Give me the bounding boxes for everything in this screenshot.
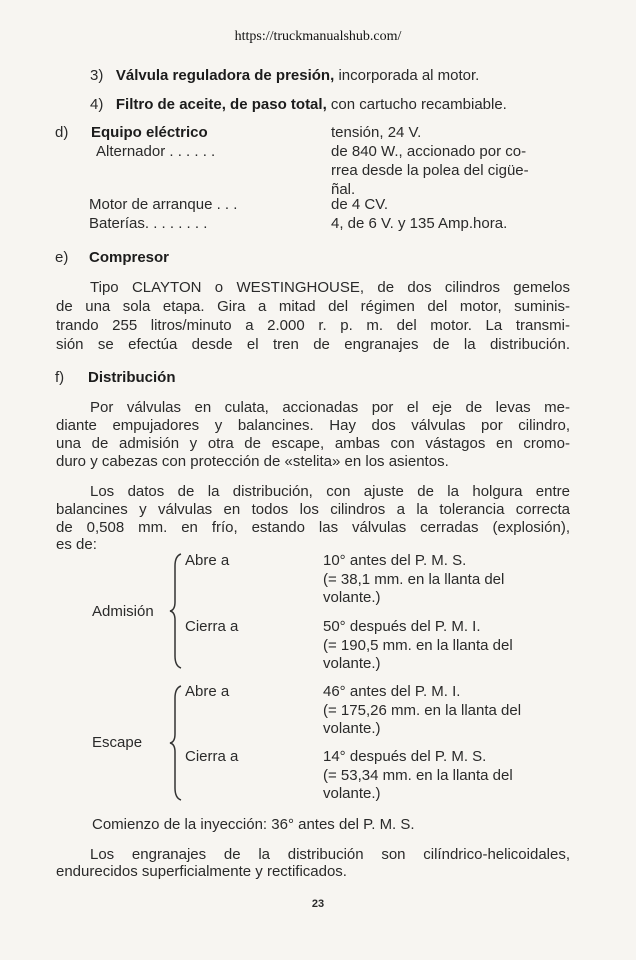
admision-cierra-line-1: 50° después del P. M. I.: [323, 618, 481, 635]
admision-abre-line-1: 10° antes del P. M. S.: [323, 552, 467, 569]
compresor-line-4: sión se efectúa desde el tren de engranajes de la distribución.: [56, 336, 570, 353]
section-f-title: Distribución: [88, 369, 176, 386]
tension-value: tensión, 24 V.: [331, 124, 422, 141]
item-4-title: Filtro de aceite, de paso total,: [115, 96, 327, 113]
item-4-number: 4): [90, 96, 104, 113]
escape-cierra-line-2: (= 53,34 mm. en la llanta del: [323, 767, 513, 784]
admision-cierra-line-2: (= 190,5 mm. en la llanta del: [323, 637, 513, 654]
escape-cierra-line-3: volante.): [323, 785, 381, 802]
section-e-letter: e): [55, 249, 69, 266]
distribucion-p1-line-4: duro y cabezas con protección de «stelita» en los asientos.: [56, 453, 449, 470]
distribucion-p2-line-4: es de:: [56, 536, 97, 553]
compresor-line-2: de una sola etapa. Gira a mitad del régimen del motor, suminis-: [56, 298, 570, 315]
motor-arranque-value: de 4 CV.: [331, 196, 388, 213]
escape-label: Escape: [92, 734, 143, 751]
final-line-2: endurecidos superficialmente y rectificados.: [56, 863, 347, 880]
baterias-label: Baterías. . . . . . . .: [89, 215, 208, 232]
item-3: [90, 66, 479, 85]
distribucion-p2-line-3: de 0,508 mm. en frío, estando las válvulas cerradas (explosión),: [56, 519, 570, 536]
escape-abre-line-1: 46° antes del P. M. I.: [323, 683, 461, 700]
escape-cierra-line-1: 14° después del P. M. S.: [323, 748, 487, 765]
item-3-title: Válvula reguladora de presión,: [115, 67, 335, 84]
admision-cierra-line-3: volante.): [323, 655, 381, 672]
distribucion-p2-line-2: balancines y válvulas en todos los cilindros a la tolerancia correcta: [56, 501, 570, 518]
compresor-line-1: Tipo CLAYTON o WESTINGHOUSE, de dos cilindros gemelos: [90, 279, 570, 296]
escape-brace-icon: [168, 684, 184, 802]
page-number: 23: [311, 898, 325, 910]
source-url[interactable]: https://truckmanualshub.com/: [234, 29, 402, 44]
admision-abre-line-3: volante.): [323, 589, 381, 606]
section-f-letter: f): [55, 369, 65, 386]
distribucion-p2-line-1: Los datos de la distribución, con ajuste de la holgura entre: [90, 483, 570, 500]
item-3-number: 3): [90, 67, 104, 84]
admision-abre-line-2: (= 38,1 mm. en la llanta del: [323, 571, 505, 588]
admision-brace-icon: [168, 552, 184, 670]
admision-abre-label: Abre a: [185, 552, 230, 569]
item-4: [90, 95, 507, 114]
item-3-text: incorporada al motor.: [338, 67, 480, 84]
baterias-value: 4, de 6 V. y 135 Amp.hora.: [331, 215, 508, 232]
escape-abre-line-2: (= 175,26 mm. en la llanta del: [323, 702, 522, 719]
distribucion-p1-line-3: una de admisión y otra de escape, ambas con vástagos en cromo-: [56, 435, 570, 452]
compresor-line-3: trando 255 litros/minuto a 2.000 r. p. m. del motor. La transmi-: [56, 317, 570, 334]
final-line-1: Los engranajes de la distribución son cilíndrico-helicoidales,: [90, 846, 570, 863]
admision-label: Admisión: [92, 603, 154, 620]
alternador-value-2: rrea desde la polea del cigüe-: [331, 162, 529, 179]
alternador-value-1: de 840 W., accionado por co-: [331, 143, 527, 160]
inyeccion-line: Comienzo de la inyección: 36° antes del P. M. S.: [92, 816, 415, 833]
distribucion-p1-line-1: Por válvulas en culata, accionadas por el eje de levas me-: [90, 399, 570, 416]
item-4-text: con cartucho recambiable.: [330, 96, 507, 113]
admision-cierra-label: Cierra a: [185, 618, 239, 635]
escape-abre-label: Abre a: [185, 683, 230, 700]
escape-abre-line-3: volante.): [323, 720, 381, 737]
escape-cierra-label: Cierra a: [185, 748, 239, 765]
distribucion-p1-line-2: diante empujadores y balancines. Hay dos válvulas por cilindro,: [56, 417, 570, 434]
motor-arranque-label: Motor de arranque . . .: [89, 196, 238, 213]
section-e-title: Compresor: [89, 249, 170, 266]
section-d-title: Equipo eléctrico: [91, 124, 208, 141]
alternador-value-3: ñal.: [331, 181, 356, 198]
alternador-label: Alternador . . . . . .: [96, 143, 216, 160]
section-d-letter: d): [55, 124, 69, 141]
